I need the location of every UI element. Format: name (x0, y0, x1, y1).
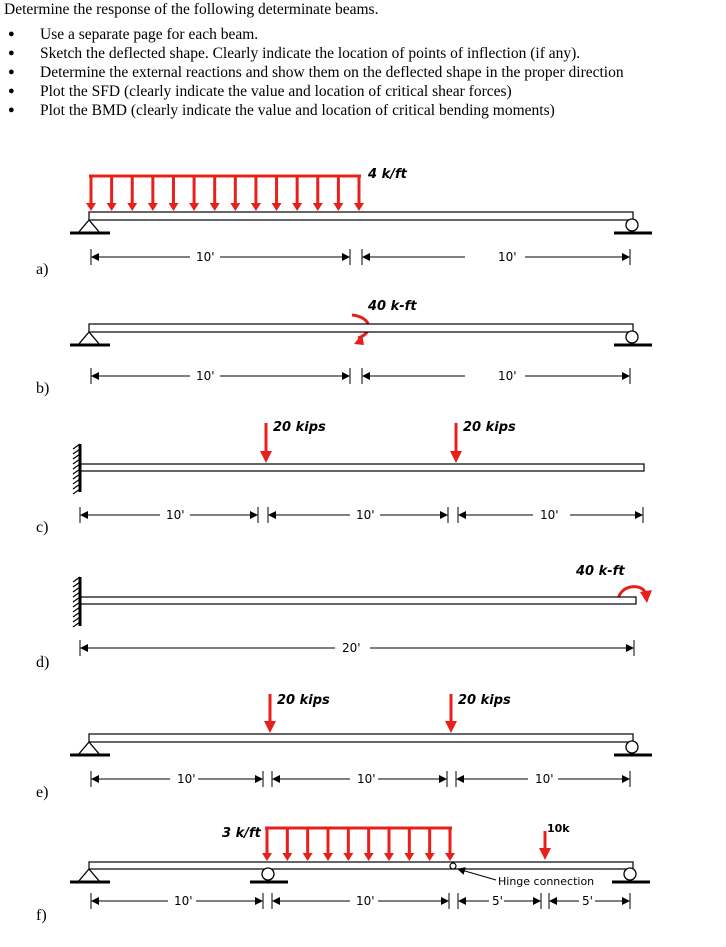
beam-f (36, 822, 650, 924)
load-arrow-head (86, 203, 96, 211)
beam-label-b: b) (36, 380, 50, 397)
load-arrow-head (384, 853, 394, 861)
load-arrow-head (292, 203, 302, 211)
roller-support (614, 331, 652, 345)
problem-heading: Determine the response of the following determinate beams. (4, 1, 379, 18)
instruction-item: ● Sketch the deflected shape. Clearly indicate the location of points of inflection (if any). (4, 44, 724, 63)
dimension-label: 10' (196, 250, 215, 264)
point-load-arrow (260, 423, 272, 463)
load-arrow-head (230, 203, 240, 211)
moment-label-b: 40 k-ft (368, 299, 417, 314)
beam-label-a: a) (36, 261, 49, 278)
point-load-arrow (539, 831, 551, 860)
beam-d (36, 564, 652, 671)
point-load-arrow (450, 423, 462, 463)
load-arrow-head (210, 203, 220, 211)
dimension-label: 10' (177, 772, 196, 786)
dimension-label: 10' (498, 369, 517, 383)
pin-support (70, 869, 110, 882)
point-load-label: 20 kips (277, 693, 330, 708)
load-arrow-head (404, 853, 414, 861)
pin-support (70, 220, 110, 233)
hinge-label: Hinge connection (498, 875, 595, 888)
dimension-label: 10' (196, 369, 215, 383)
load-arrow-head (343, 853, 353, 861)
load-arrow-head (272, 203, 282, 211)
point-load-arrow (445, 694, 457, 733)
dimension-label: 10' (166, 508, 185, 522)
load-arrow-head (333, 203, 343, 211)
beam-b (36, 299, 652, 397)
fixed-support (73, 577, 80, 627)
point-load-label: 10k (547, 822, 570, 835)
load-arrow-head (107, 203, 117, 211)
hinge-leader (458, 869, 496, 880)
roller-support (614, 741, 652, 755)
load-arrow-head (445, 853, 455, 861)
dimension-label: 5' (582, 894, 593, 908)
moment-label-d: 40 k-ft (576, 564, 625, 579)
dimension-label: 10' (498, 250, 517, 264)
point-load-arrow (264, 694, 276, 733)
beam-label-e: e) (36, 784, 49, 801)
dimension-label: 20' (342, 641, 361, 655)
load-arrow-head (127, 203, 137, 211)
point-load-label: 20 kips (273, 420, 326, 435)
beam-member (89, 734, 633, 742)
load-arrow-head (303, 853, 313, 861)
instruction-item: ● Plot the SFD (clearly indicate the value and location of critical shear forces) (4, 82, 724, 101)
dimension-label: 10' (540, 508, 559, 522)
roller-support (250, 868, 288, 882)
load-label-a: 4 k/ft (368, 167, 407, 182)
load-arrow-head (323, 853, 333, 861)
beam-label-f: f) (36, 907, 47, 924)
beam-member (89, 862, 633, 869)
distributed-load-label: 3 k/ft (222, 826, 261, 841)
dimension-label: 10' (356, 508, 375, 522)
dimension-label: 10' (356, 894, 375, 908)
dimension-label: 10' (535, 772, 554, 786)
dimension-label: 10' (357, 772, 376, 786)
load-arrow-head (251, 203, 261, 211)
load-arrow-head (425, 853, 435, 861)
distributed-load-a (86, 176, 364, 211)
beam-e (36, 693, 652, 801)
dimension-line (91, 368, 630, 384)
beam-label-d: d) (36, 654, 50, 671)
point-load-label: 20 kips (458, 693, 511, 708)
instruction-item: ● Plot the BMD (clearly indicate the value and location of critical bending moments) (4, 101, 724, 120)
dimension-line (91, 249, 630, 265)
load-arrow-head (168, 203, 178, 211)
load-arrow-head (262, 853, 272, 861)
beam-c (36, 420, 644, 536)
dimension-label: 5' (492, 894, 503, 908)
pin-support (70, 742, 110, 755)
load-arrow-head (354, 203, 364, 211)
point-load-label: 20 kips (463, 420, 516, 435)
fixed-support (73, 444, 80, 494)
beam-member (89, 324, 633, 332)
beam-member (80, 464, 644, 471)
beam-member (80, 597, 636, 604)
roller-support (612, 868, 650, 882)
beam-a (36, 167, 652, 278)
load-arrow-head (189, 203, 199, 211)
instruction-item: ● Use a separate page for each beam. (4, 25, 724, 44)
load-arrow-head (148, 203, 158, 211)
load-arrow-head (282, 853, 292, 861)
distributed-load-f (262, 828, 455, 861)
dimension-label: 10' (174, 894, 193, 908)
beam-member (89, 212, 633, 220)
hinge-icon (450, 863, 456, 869)
pin-support (70, 332, 110, 345)
load-arrow-head (364, 853, 374, 861)
roller-support (614, 219, 652, 233)
instruction-item: ● Determine the external reactions and show them on the deflected shape in the proper direction (4, 63, 724, 82)
beam-label-c: c) (36, 519, 49, 536)
load-arrow-head (313, 203, 323, 211)
